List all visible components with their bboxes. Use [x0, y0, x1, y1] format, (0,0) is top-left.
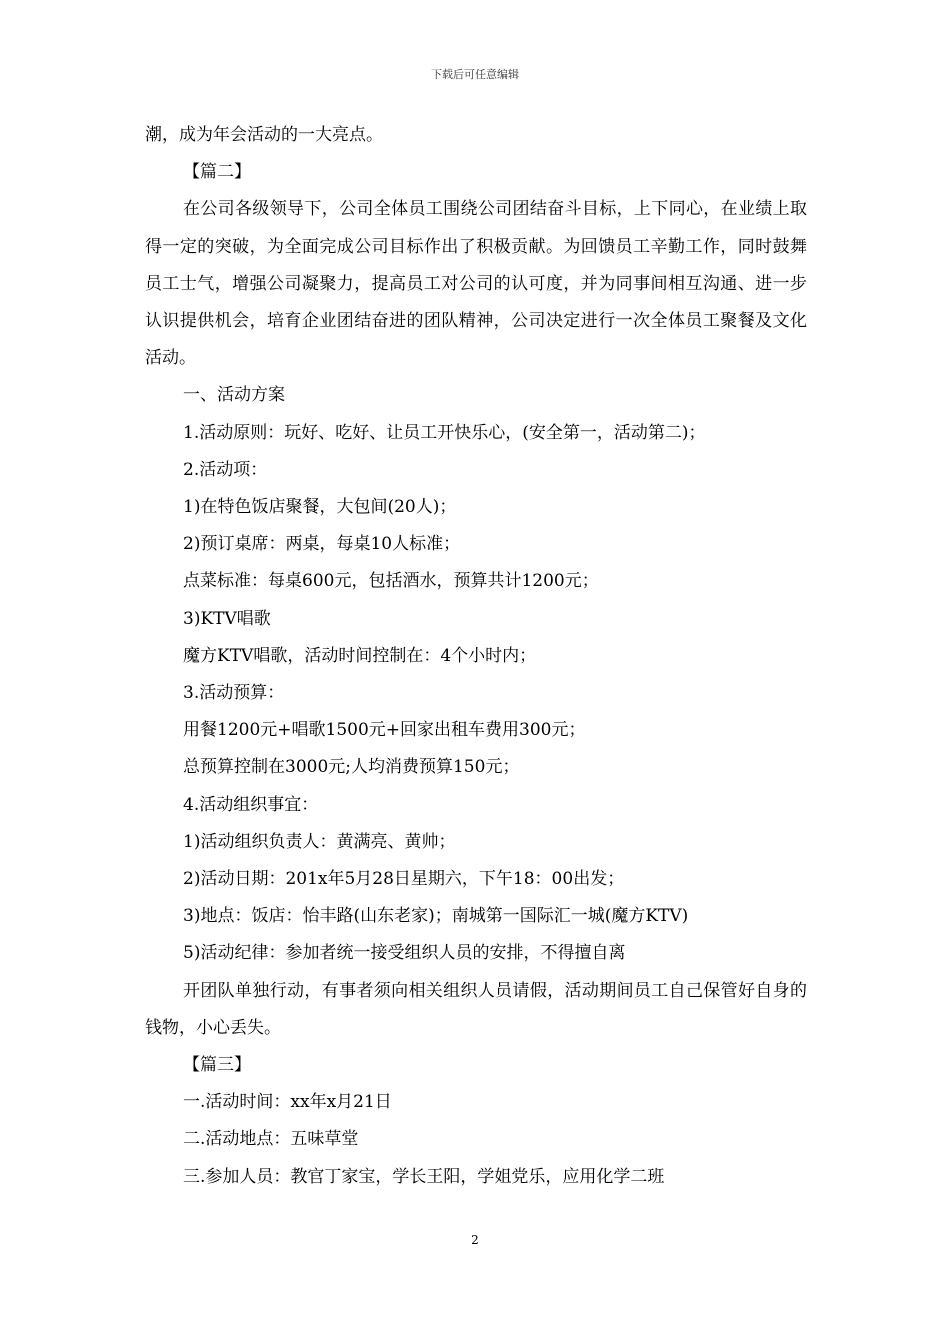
section-heading: 【篇三】	[183, 1055, 251, 1076]
list-item: 三.参加人员：教官丁家宝，学长王阳，学姐党乐，应用化学二班	[183, 1166, 665, 1187]
paragraph: 开团队单独行动，有事者须向相关组织人员请假，活动期间员工自己保管好自身的钱物，小心丢失。	[145, 980, 807, 1038]
list-item: 2)活动日期：201x年5月28日星期六，下午18：00出发；	[183, 869, 625, 890]
list-item: 用餐1200元+唱歌1500元+回家出租车费用300元；	[183, 720, 586, 741]
list-item: 2.活动项：	[183, 459, 268, 480]
list-item: 一.活动时间：xx年x月21日	[183, 1092, 392, 1113]
list-item: 总预算控制在3000元;人均消费预算150元；	[183, 757, 520, 778]
document-body	[145, 117, 807, 1196]
list-item: 3)地点：饭店：怡丰路(山东老家)；南城第一国际汇一城(魔方KTV)	[183, 906, 689, 927]
page-number: 2	[471, 1233, 479, 1247]
section-heading: 一、活动方案	[183, 385, 285, 406]
list-item: 4.活动组织事宜：	[183, 794, 319, 815]
list-item: 2)预订桌席：两桌，每桌10人标准；	[183, 534, 461, 555]
list-item: 1.活动原则：玩好、吃好、让员工开快乐心，(安全第一，活动第二)；	[183, 422, 706, 443]
section-heading: 【篇二】	[183, 162, 251, 183]
list-item: 3)KTV唱歌	[183, 608, 271, 629]
list-item: 二.活动地点：五味草堂	[183, 1129, 359, 1150]
list-item: 点菜标准：每桌600元，包括酒水，预算共计1200元；	[183, 571, 599, 592]
list-item: 5)活动纪律：参加者统一接受组织人员的安排，不得擅自离	[183, 943, 626, 964]
list-item: 1)活动组织负责人：黄满亮、黄帅；	[183, 831, 456, 852]
list-item: 魔方KTV唱歌，活动时间控制在：4个小时内；	[183, 645, 537, 666]
page-header: 下载后可任意编辑	[431, 68, 519, 81]
list-item: 3.活动预算：	[183, 683, 285, 704]
paragraph: 在公司各级领导下，公司全体员工围绕公司团结奋斗目标，上下同心，在业绩上取得一定的突破，为全面完成公司目标作出了积极贡献。为回馈员工辛勤工作，同时鼓舞员工士气，增强公司凝聚力，提高员工对公司的认可度，并为同事间相互沟通、进一步认识提供机会，培育企业团结奋进的团队精神，公司决定进行一次全体员工聚餐及文化活动。	[145, 199, 807, 369]
list-item: 1)在特色饭店聚餐，大包间(20人)；	[183, 497, 457, 518]
paragraph: 潮，成为年会活动的一大亮点。	[145, 125, 383, 145]
